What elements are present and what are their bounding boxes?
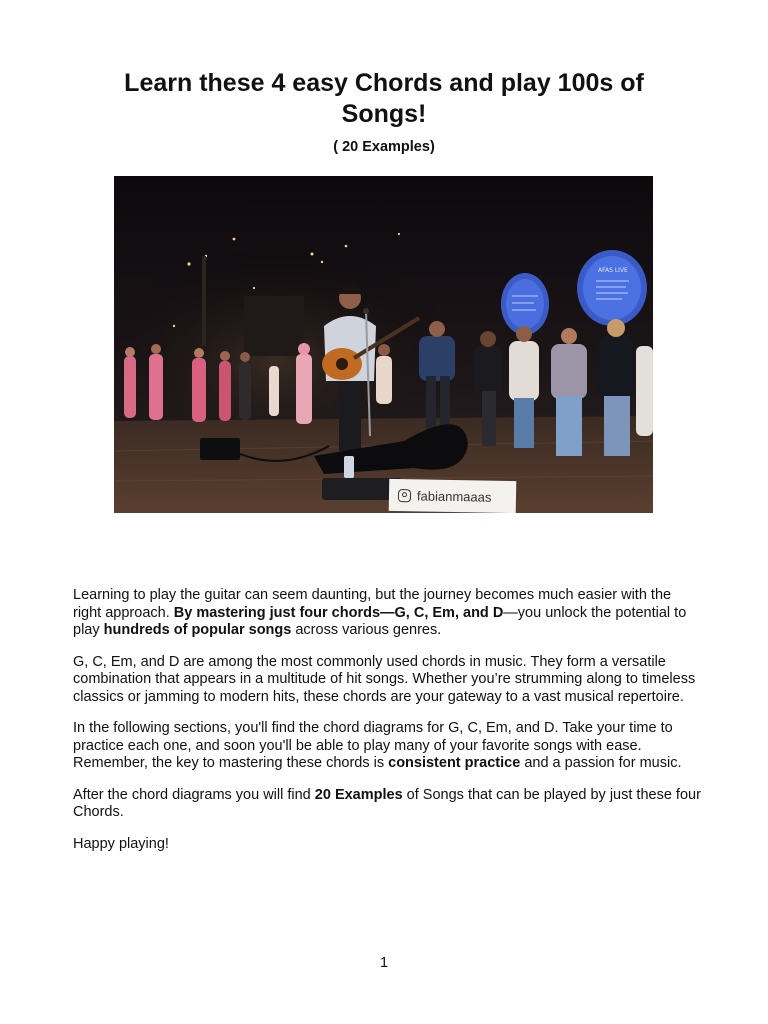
bold-run: hundreds of popular songs [103, 622, 292, 638]
watermark-text: fabianmaaas [416, 487, 492, 505]
photo-watermark [389, 479, 517, 513]
paragraph-closing: Happy playing! [73, 835, 169, 852]
text-run: of Songs that can be played by just these four Chords. [73, 786, 701, 820]
text-run: —you unlock the potential to play [73, 604, 687, 638]
paragraph-practice [73, 720, 703, 773]
instagram-icon [398, 489, 411, 502]
paragraph-intro [73, 587, 703, 640]
text-run: In the following sections, you'll find the chord diagrams for G, C, Em, and D. Take your time to practice each one, and soon you'll be able to play many of your favorite songs with ease. Remember, the key to mastering these chords is [73, 720, 673, 771]
text-run: and a passion for music. [520, 755, 682, 771]
bold-run: By mastering just four chords—G, C, Em, and D [173, 604, 504, 621]
paragraph-examples [73, 787, 703, 822]
body-text [73, 587, 703, 867]
page-number: 1 [379, 955, 389, 971]
page-subtitle: ( 20 Examples) [333, 139, 435, 155]
hero-photo [114, 176, 653, 513]
page-title: Learn these 4 easy Chords and play 100s of Songs! [124, 69, 644, 128]
text-run: After the chord diagrams you will find [73, 786, 315, 803]
text-run: across various genres. [291, 622, 442, 638]
bold-run: 20 Examples [314, 786, 403, 803]
text-run: Learning to play the guitar can seem daunting, but the journey becomes much easier with the right approach. [73, 587, 672, 621]
busker-scene [114, 176, 653, 513]
bold-run: consistent practice [388, 755, 521, 771]
sign-text: AFAS LIVE [598, 267, 628, 274]
paragraph-chords: G, C, Em, and D are among the most commonly used chords in music. They form a versatile combination that appears in a multitude of hit songs. Whether you’re strumming along to timeless classics or jamming to modern hits, these chords are your gateway to a vast musical repertoire. [73, 653, 696, 705]
